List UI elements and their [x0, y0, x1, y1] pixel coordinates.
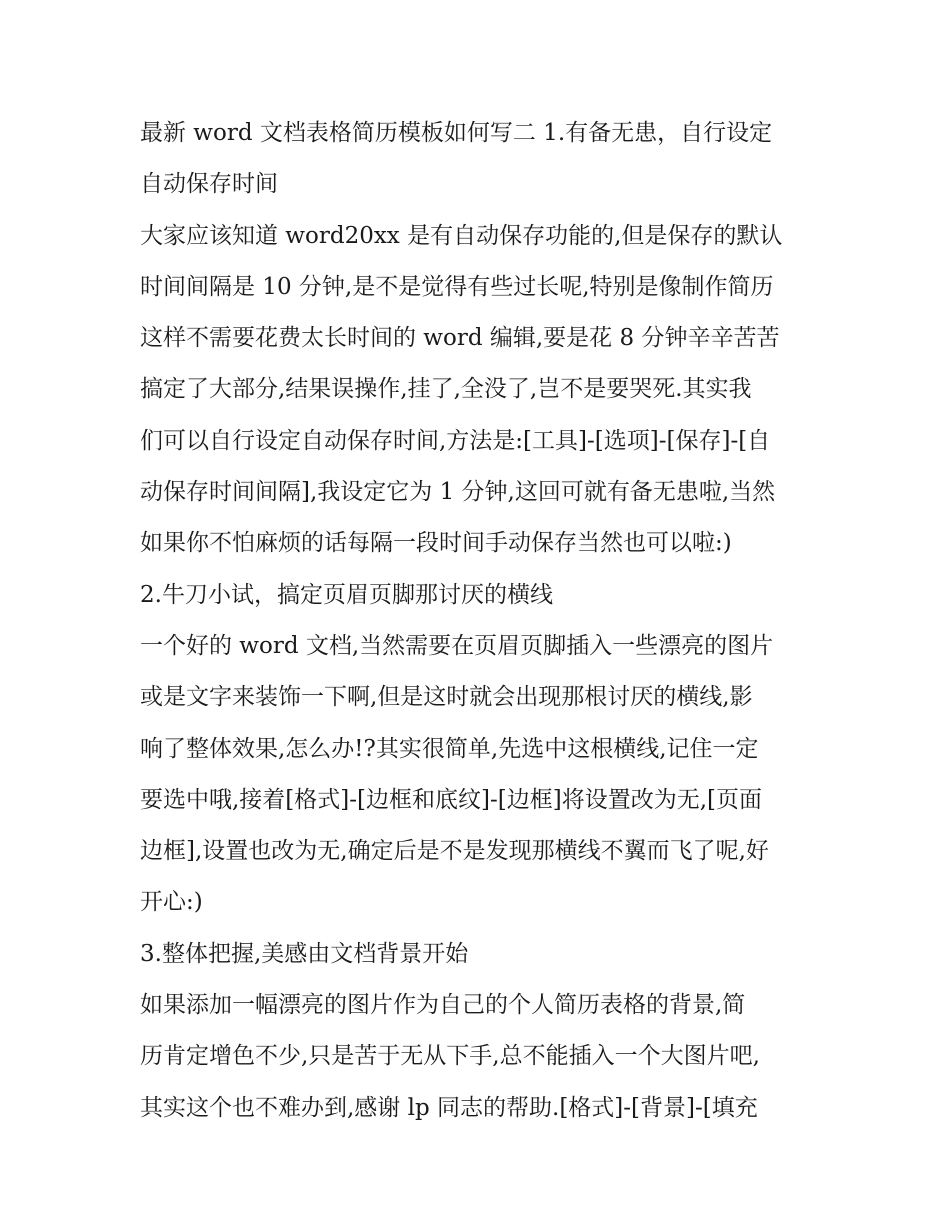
- text-line: 其实这个也不难办到,感谢 lp 同志的帮助.[格式]-[背景]-[填充: [140, 1094, 758, 1121]
- text-line: 动保存时间间隔],我设定它为 1 分钟,这回可就有备无患啦,当然: [140, 479, 776, 506]
- text-line: 3.整体把握,美感由文档背景开始: [140, 940, 469, 967]
- text-line: 如果添加一幅漂亮的图片作为自己的个人简历表格的背景,简: [140, 992, 746, 1019]
- text-line: 大家应该知道 word20xx 是有自动保存功能的,但是保存的默认: [140, 222, 783, 249]
- text-line: 历肯定增色不少,只是苦于无从下手,总不能插入一个大图片吧,: [140, 1043, 760, 1070]
- text-line: 要选中哦,接着[格式]-[边框和底纹]-[边框]将设置改为无,[页面: [140, 786, 762, 813]
- text-line: 2.牛刀小试，搞定页眉页脚那讨厌的横线: [140, 581, 553, 608]
- text-line: 搞定了大部分,结果误操作,挂了,全没了,岂不是要哭死.其实我: [140, 376, 752, 403]
- text-line: 边框],设置也改为无,确定后是不是发现那横线不翼而飞了呢,好: [140, 838, 769, 865]
- document-body: [140, 108, 820, 1134]
- text-line: 自动保存时间: [140, 171, 278, 198]
- text-line: 如果你不怕麻烦的话每隔一段时间手动保存当然也可以啦:): [140, 530, 732, 557]
- text-line: 们可以自行设定自动保存时间,方法是:[工具]-[选项]-[保存]-[自: [140, 427, 771, 454]
- text-line: 最新 word 文档表格简历模板如何写二 1.有备无患，自行设定: [140, 120, 773, 146]
- text-line: 一个好的 word 文档,当然需要在页眉页脚插入一些漂亮的图片: [140, 632, 774, 659]
- text-line: 时间间隔是 10 分钟,是不是觉得有些过长呢,特别是像制作简历: [140, 273, 774, 300]
- text-line: 开心:): [140, 889, 203, 916]
- text-line: 这样不需要花费太长时间的 word 编辑,要是花 8 分钟辛辛苦苦: [140, 325, 780, 352]
- text-line: 或是文字来装饰一下啊,但是这时就会出现那根讨厌的横线,影: [140, 684, 753, 711]
- text-line: 响了整体效果,怎么办!?其实很简单,先选中这根横线,记住一定: [140, 735, 759, 762]
